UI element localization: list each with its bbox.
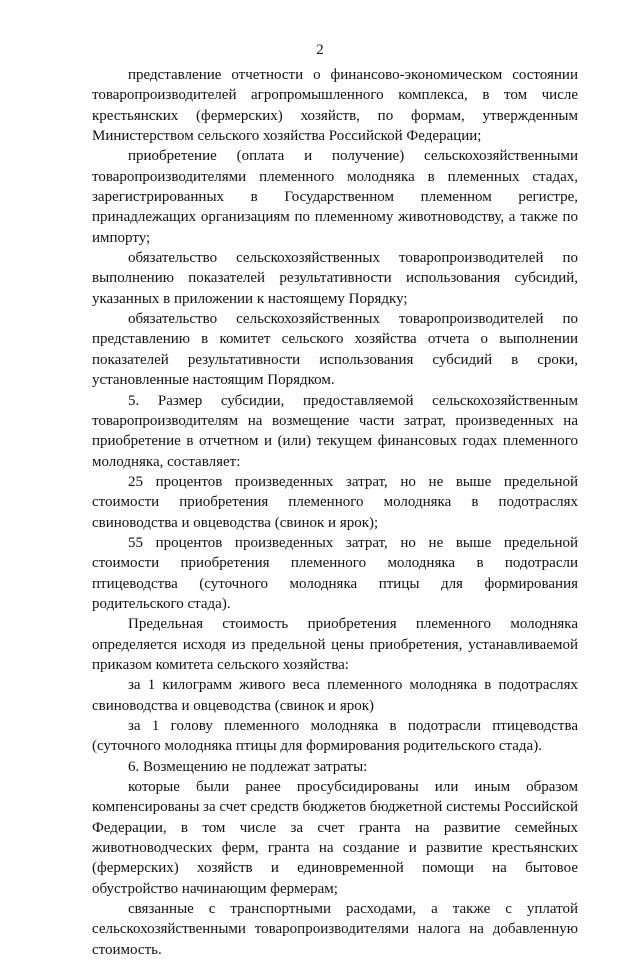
paragraph-55-percent: 55 процентов произведенных затрат, но не выше предельной стоимости приобретения племенного молодняка в подотрасли птицеводства (суточного молодняка птицы для формирования родительского стада).: [92, 534, 578, 612]
paragraph-obligation-indicators: обязательство сельскохозяйственных товаропроизводителей по выполнению показателей результативности использования субсидий, указанных в приложении к настоящему Порядку;: [92, 250, 578, 307]
paragraph-25-percent: 25 процентов произведенных затрат, но не выше предельной стоимости приобретения племенного молодняка в подотраслях свиноводства и овцеводства (свинок и ярок);: [92, 473, 578, 531]
paragraph-max-cost: Предельная стоимость приобретения племенного молодняка определяется исходя из предельной цены приобретения, устанавливаемой приказом комитета сельского хозяйства:: [92, 616, 578, 673]
paragraph-subsidy-size: 5. Размер субсидии, предоставляемой сельскохозяйственным товаропроизводителям на возмещение части затрат, произведенных на приобретение в отчетном и (или) текущем финансовых годах племенного молодняка, составляет:: [92, 392, 578, 470]
paragraph-per-head: за 1 голову племенного молодняка в подотрасли птицеводства (суточного молодняка птицы для формирования родительского стада).: [92, 718, 578, 755]
document-body: [92, 65, 578, 960]
paragraph-per-kilogram: за 1 килограмм живого веса племенного молодняка в подотраслях свиноводства и овцеводства (свинок и ярок): [92, 677, 578, 714]
paragraph-previously-subsidized: которые были ранее просубсидированы или иным образом компенсированы за счет средств бюджетов бюджетной системы Российской Федерации, в том числе за счет гранта на развитие семейных животноводческих ферм, гранта на создание и развитие крестьянских (фермерских) хозяйств и единовременной помощи на бытовое обустройство начинающим фермерам;: [92, 779, 578, 897]
paragraph-obligation-report: обязательство сельскохозяйственных товаропроизводителей по представлению в комитет сельского хозяйства отчета о выполнении показателей результативности использования субсидий в сроки, установленные настоящим Порядком.: [92, 311, 578, 389]
paragraph-acquisition: приобретение (оплата и получение) сельскохозяйственными товаропроизводителями племенного молодняка в племенных стадах, зарегистрированных в Государственном племенном регистре, принадлежащих организациям по племенному животноводству, а также по импорту;: [92, 148, 578, 246]
page-number: 2: [316, 42, 324, 58]
paragraph-reporting: представление отчетности о финансово-экономическом состоянии товаропроизводителей агропромышленного комплекса, в том числе крестьянских (фермерских) хозяйств, по формам, утвержденным Министерством сельского хозяйства Российской Федерации;: [92, 67, 578, 145]
paragraph-transport-vat: связанные с транспортными расходами, а также с уплатой сельскохозяйственными товаропроизводителями налога на добавленную стоимость.: [92, 901, 578, 958]
paragraph-not-reimbursed: 6. Возмещению не подлежат затраты:: [128, 758, 368, 775]
